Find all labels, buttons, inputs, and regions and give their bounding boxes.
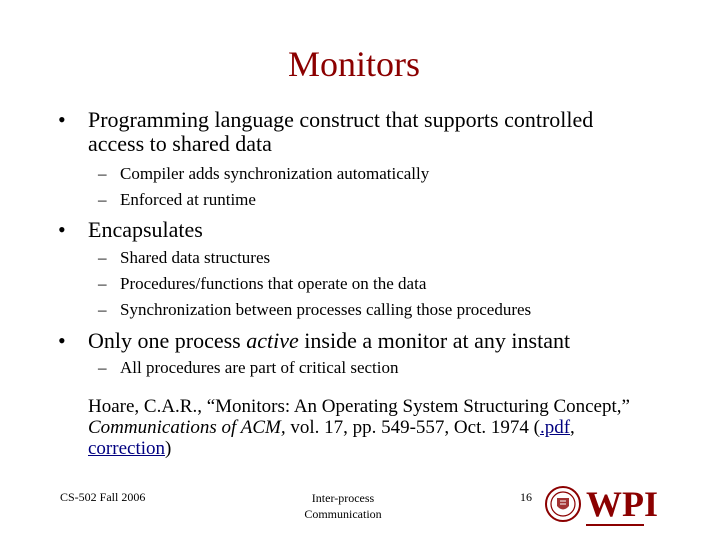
bullet-text-line1: Programming language construct that supports controlled [88,107,594,132]
footer-topic-line2: Communication [304,507,382,521]
footer-course: CS-502 Fall 2006 [60,490,146,504]
bullet-text [88,108,648,156]
bullet-icon: • [58,107,66,132]
correction-link[interactable]: correction [88,438,166,459]
bullet-text-before: Only one process [88,328,247,353]
subbullet-text: Compiler adds synchronization automatically [120,164,430,183]
reference-citation [88,396,668,459]
subbullet-text: Procedures/functions that operate on the data [120,274,427,293]
logo-underline [586,524,644,526]
dash-icon: – [98,164,107,183]
bullet-icon: • [58,217,66,242]
dash-icon: – [98,358,107,377]
dash-icon: – [98,300,107,319]
reference-details: vol. 17, pp. 549-557, Oct. 1974 ( [285,417,540,438]
bullet-text: Encapsulates [88,217,203,242]
reference-line3 [88,438,668,459]
subbullet-text: Shared data structures [120,248,271,267]
bullet-icon: • [58,328,66,353]
bullet-text-emphasis: active [246,328,299,353]
reference-close: ) [165,438,172,459]
reference-line2 [88,417,668,438]
subbullet-text: Enforced at runtime [120,190,256,209]
footer-topic [300,490,386,522]
reference-line1: Hoare, C.A.R., “Monitors: An Operating System Structuring Concept,” [88,396,630,417]
footer-topic-line1: Inter-process [311,491,375,505]
reference-separator: , [570,417,575,438]
subbullet-text: All procedures are part of critical section [120,358,399,377]
dash-icon: – [98,190,107,209]
page-number: 16 [520,490,532,504]
subbullet-text: Synchronization between processes calling those procedures [120,300,532,319]
pdf-link[interactable]: .pdf [539,417,571,438]
dash-icon: – [98,248,107,267]
reference-journal: Communications of ACM, [88,417,286,438]
slide-title: Monitors [287,44,420,84]
wpi-logo: WPI [586,484,658,524]
wpi-seal-icon [545,486,581,522]
dash-icon: – [98,274,107,293]
bullet-text-line2: access to shared data [88,131,272,156]
bullet-text-after: inside a monitor at any instant [298,328,571,353]
bullet-text [88,329,648,353]
